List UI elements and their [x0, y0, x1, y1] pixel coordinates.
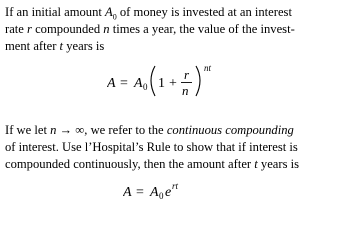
eq2-lhs: A	[123, 185, 132, 200]
text-fragment: of money is invested at an interest	[116, 5, 292, 19]
text-fragment: compounded	[31, 22, 104, 36]
eq1-left-paren	[151, 66, 155, 96]
var-t: t	[254, 157, 258, 171]
continuous-line-1	[5, 122, 355, 139]
var-t: t	[59, 39, 64, 53]
text-fragment: rate	[5, 22, 28, 36]
eq2-A0-subscript: 0	[159, 191, 164, 201]
eq2-e: e	[165, 185, 172, 200]
continuous-paragraph	[5, 122, 355, 173]
eq1-exponent: nt	[204, 63, 212, 73]
emphasis-term: continuous compounding	[166, 123, 294, 137]
intro-line-2	[5, 21, 355, 38]
intro-paragraph	[5, 4, 355, 55]
continuous-compounding-equation	[123, 181, 243, 201]
text-fragment: years is	[63, 39, 105, 53]
eq1-lhs: A	[107, 76, 116, 91]
intro-line-1	[5, 4, 355, 21]
eq1-numerator: r	[184, 67, 190, 82]
text-fragment: years is	[257, 157, 300, 171]
limit-arrow: → ∞	[56, 123, 85, 137]
eq2-A0-letter: A	[150, 185, 159, 200]
subscript-zero: 0	[112, 12, 117, 22]
text-fragment: compounded continuously, then the amount after	[5, 157, 255, 171]
eq2-exponent: rt	[172, 181, 179, 191]
text-fragment: times a year, the value of the invest-	[109, 22, 295, 36]
text-fragment: If we let	[5, 123, 51, 137]
var-r: r	[27, 22, 32, 36]
continuous-line-2: of interest. Use l’Hospital’s Rule to show that if interest is	[5, 140, 298, 154]
text-fragment: , we refer to the	[84, 123, 167, 137]
eq1-A0-letter: A	[134, 76, 143, 91]
var-A: A	[105, 5, 113, 19]
eq1-denominator: n	[182, 83, 189, 98]
eq1-plus: +	[169, 76, 177, 91]
eq1-right-paren	[196, 66, 200, 96]
text-fragment: ment after	[5, 39, 60, 53]
intro-line-3	[5, 38, 355, 55]
var-n: n	[50, 123, 57, 137]
var-n: n	[103, 22, 110, 36]
text-fragment: If an initial amount	[5, 5, 106, 19]
eq1-equals: =	[120, 76, 128, 91]
eq1-one: 1	[158, 76, 165, 91]
compound-interest-equation	[107, 59, 227, 101]
eq1-A0-subscript: 0	[143, 82, 148, 92]
eq2-equals: =	[136, 185, 144, 200]
continuous-line-3	[5, 156, 355, 173]
